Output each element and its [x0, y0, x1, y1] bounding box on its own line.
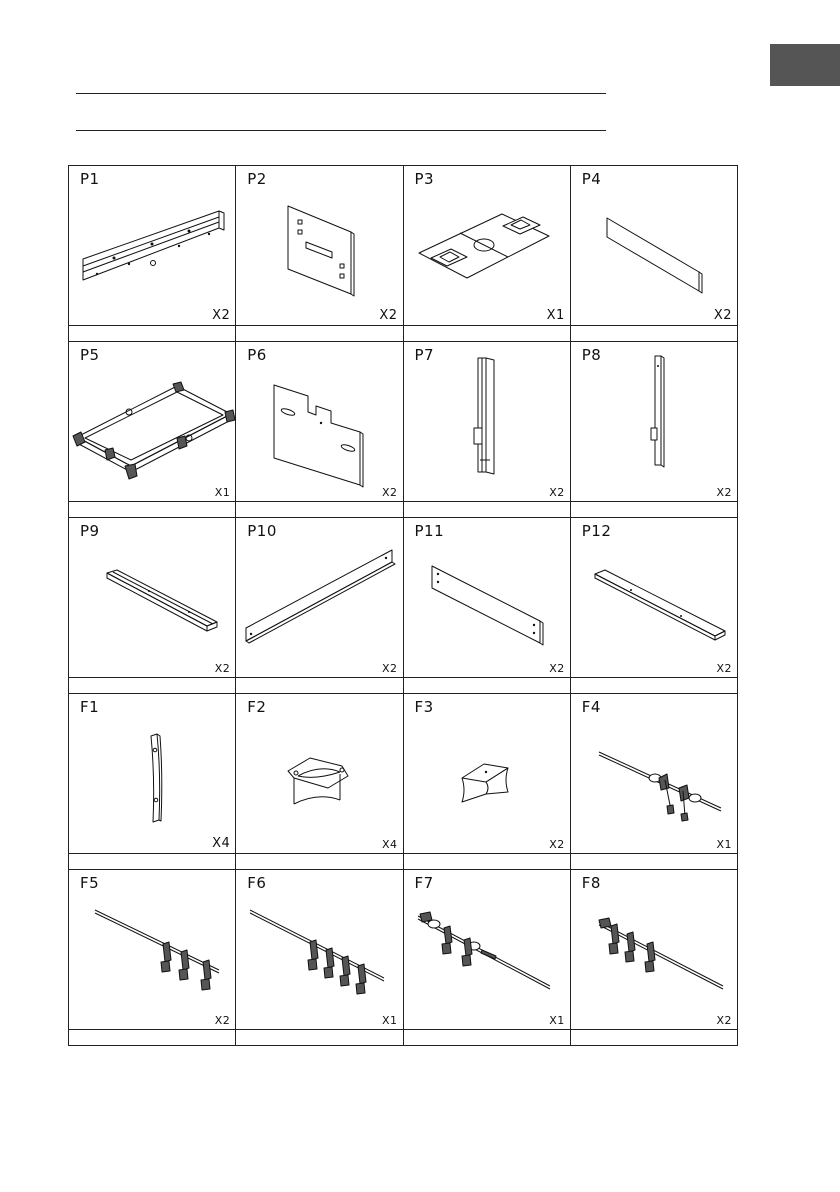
part-code: P11	[414, 522, 445, 540]
part-quantity: X2	[381, 662, 398, 675]
long-board-icon	[404, 518, 571, 678]
part-code: P1	[80, 170, 100, 188]
part-quantity: X2	[214, 662, 231, 675]
part-code: F2	[247, 698, 267, 716]
part-quantity: X1	[546, 308, 565, 323]
part-cell-p10	[236, 518, 403, 694]
header-rule-bottom	[76, 130, 606, 131]
part-cell-p5	[69, 342, 236, 518]
part-quantity: X2	[549, 486, 565, 499]
parts-grid	[68, 165, 738, 1046]
corner-piece-icon	[69, 694, 236, 854]
notched-panel-icon	[236, 342, 403, 502]
part-cell-p9	[69, 518, 236, 694]
part-code: P10	[247, 522, 277, 540]
part-code: F3	[414, 698, 434, 716]
rod-2-players-icon	[404, 870, 571, 1030]
part-code: P2	[247, 170, 267, 188]
part-cell-p1	[69, 166, 236, 342]
part-cell-f5	[69, 870, 236, 1046]
part-cell-p7	[404, 342, 571, 518]
language-tab	[770, 44, 840, 86]
part-quantity: X1	[549, 1014, 565, 1027]
part-quantity: X4	[212, 836, 231, 851]
leg-post-icon	[571, 342, 738, 502]
part-code: P3	[414, 170, 435, 188]
part-code: F4	[581, 698, 601, 716]
part-code: P7	[414, 346, 435, 364]
part-quantity: X2	[716, 662, 732, 675]
part-cell-f4	[571, 694, 738, 870]
part-code: P12	[581, 522, 612, 540]
leg-post-icon	[404, 342, 571, 502]
side-panel-icon	[69, 166, 236, 326]
part-quantity: X2	[549, 838, 565, 851]
part-quantity: X1	[716, 838, 732, 851]
part-code: P4	[581, 170, 602, 188]
part-code: F1	[80, 698, 100, 716]
goal-wedge-icon	[404, 694, 571, 854]
part-cell-p11	[404, 518, 571, 694]
end-panel-icon	[236, 166, 403, 326]
part-quantity: X2	[716, 1014, 732, 1027]
board-icon	[571, 166, 738, 326]
table-frame-icon	[69, 342, 236, 502]
rod-3-players-icon	[571, 870, 738, 1030]
header-rule-top	[76, 93, 606, 94]
corner-bracket-icon	[236, 694, 403, 854]
part-cell-p2	[236, 166, 403, 342]
part-cell-p8	[571, 342, 738, 518]
part-quantity: X2	[381, 486, 398, 499]
part-cell-f1	[69, 694, 236, 870]
part-quantity: X2	[716, 486, 732, 499]
part-quantity: X2	[713, 308, 732, 323]
part-code: F6	[247, 874, 267, 892]
part-cell-f6	[236, 870, 403, 1046]
flat-board-icon	[571, 518, 738, 678]
part-cell-f7	[404, 870, 571, 1046]
part-quantity: X2	[212, 308, 231, 323]
support-rail-icon	[69, 518, 236, 678]
part-cell-p12	[571, 518, 738, 694]
part-cell-p4	[571, 166, 738, 342]
part-quantity: X2	[214, 1014, 231, 1027]
long-board-icon	[236, 518, 403, 678]
part-code: F5	[80, 874, 100, 892]
part-quantity: X2	[549, 662, 565, 675]
rod-3-players-icon	[69, 870, 236, 1030]
playfield-icon	[404, 166, 571, 326]
part-quantity: X1	[214, 486, 231, 499]
part-quantity: X2	[379, 308, 398, 323]
part-cell-f2	[236, 694, 403, 870]
part-cell-f3	[404, 694, 571, 870]
part-cell-p6	[236, 342, 403, 518]
part-code: P8	[581, 346, 602, 364]
rod-2-players-icon	[571, 694, 738, 854]
part-code: P9	[80, 522, 100, 540]
part-cell-f8	[571, 870, 738, 1046]
part-code: P5	[80, 346, 100, 364]
rod-4-players-icon	[236, 870, 403, 1030]
part-quantity: X4	[381, 838, 398, 851]
part-code: F7	[414, 874, 434, 892]
part-quantity: X1	[381, 1014, 398, 1027]
part-code: F8	[581, 874, 601, 892]
part-cell-p3	[404, 166, 571, 342]
part-code: P6	[247, 346, 267, 364]
